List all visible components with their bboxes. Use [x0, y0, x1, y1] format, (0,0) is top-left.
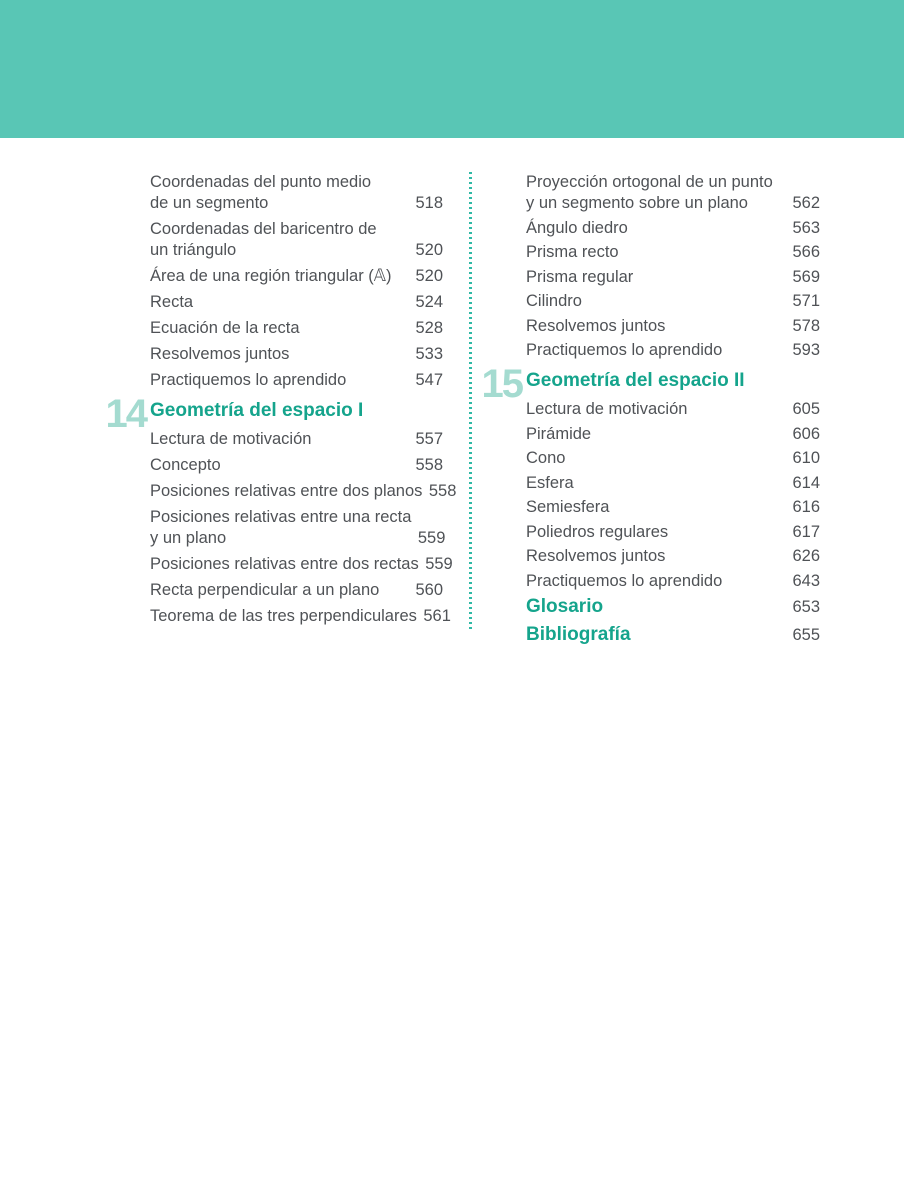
toc-entry-label-line: Posiciones relativas entre una recta — [150, 508, 412, 526]
toc-entry-label-line: Lectura de motivación — [526, 400, 688, 418]
toc-entry-label-line: y un plano — [150, 529, 227, 547]
toc-entry-label — [150, 481, 422, 502]
toc-entry-label-line: Área de una región triangular (𝔸) — [150, 267, 392, 285]
toc-page-number: 655 — [792, 625, 820, 644]
toc-row — [150, 292, 443, 313]
toc-page-number: 563 — [792, 218, 820, 237]
toc-entry-label — [150, 344, 409, 365]
toc-row — [150, 370, 443, 391]
toc-page-number: 571 — [792, 292, 820, 310]
toc-entry-label — [526, 291, 786, 312]
toc-page-number: 610 — [792, 449, 820, 467]
toc-page-number: 558 — [415, 456, 443, 474]
toc-entry-label-line: Resolvemos juntos — [526, 316, 666, 335]
toc-entry-label-line: Practiquemos lo aprendido — [526, 341, 723, 359]
toc-page-number: 557 — [415, 430, 443, 448]
toc-entry-label-line: Ecuación de la recta — [150, 319, 300, 337]
toc-page-number: 520 — [415, 241, 443, 259]
toc-row — [526, 172, 820, 214]
toc-entry-label — [150, 370, 409, 391]
toc-page-number: 617 — [792, 522, 820, 541]
toc-entry-label — [526, 267, 786, 288]
toc-entry-label — [526, 172, 786, 214]
toc-entry-label-line: Cilindro — [526, 292, 582, 310]
chapter-number: 15 — [481, 362, 522, 406]
toc-entry-label-line: Resolvemos juntos — [150, 345, 290, 363]
toc-entry-label-line: Glosario — [526, 596, 604, 617]
toc-page-number: 520 — [415, 267, 443, 285]
toc-page-number: 562 — [792, 194, 820, 212]
toc-entry-label — [526, 448, 786, 469]
toc-entry-label — [150, 219, 409, 261]
toc-column-left — [105, 172, 457, 632]
toc-row — [150, 606, 451, 627]
toc-page-number: 560 — [415, 581, 443, 599]
toc-page-number: 653 — [792, 598, 820, 616]
toc-row — [526, 497, 820, 518]
toc-row — [526, 316, 820, 337]
toc-page-number: 616 — [792, 498, 820, 516]
toc-entry-label — [150, 606, 417, 627]
toc-row — [150, 455, 443, 476]
toc-entry-label — [150, 172, 409, 214]
toc-entry-label-line: Posiciones relativas entre dos planos — [150, 482, 423, 500]
toc-page-number: 558 — [428, 482, 457, 500]
toc-entry-label-line: de un segmento — [150, 194, 269, 212]
toc-page-number: 533 — [415, 345, 443, 363]
toc-row — [526, 571, 820, 592]
toc-entry-label — [526, 340, 786, 361]
toc-entry-label-line: Pirámide — [526, 424, 592, 443]
toc-entry-label — [526, 497, 786, 518]
toc-page-number: 566 — [792, 243, 820, 261]
toc-entry-label — [526, 595, 786, 619]
toc-row — [150, 507, 446, 549]
toc-row — [526, 399, 820, 420]
toc-entry-label — [150, 580, 409, 601]
toc-entry-label — [150, 554, 419, 575]
toc-entry-label — [526, 546, 786, 567]
toc-row — [526, 340, 820, 361]
toc-entry-label-line: Bibliografía — [526, 623, 631, 645]
toc-row — [150, 580, 443, 601]
toc-entry-label-line: Coordenadas del baricentro de — [150, 220, 377, 238]
toc-entry-label-line: Posiciones relativas entre dos rectas — [150, 555, 419, 573]
chapter-number: 14 — [105, 392, 146, 436]
toc-page-number: 561 — [423, 607, 451, 625]
toc-row — [150, 481, 457, 502]
toc-row — [526, 473, 820, 494]
toc-row — [526, 291, 820, 312]
toc-page-number: 547 — [415, 371, 443, 389]
toc-entry-label-line: Esfera — [526, 473, 574, 492]
toc-entry-label-line: Resolvemos juntos — [526, 547, 666, 565]
toc-entry-label-line: Coordenadas del punto medio — [150, 173, 372, 191]
toc-entry-label-line: Concepto — [150, 456, 221, 474]
toc-entry-label — [526, 399, 786, 420]
chapter-title: Geometría del espacio I — [150, 400, 364, 421]
toc-entry-label — [150, 507, 411, 549]
column-divider-dotted-line — [469, 172, 472, 632]
toc-entry-label — [526, 242, 786, 263]
toc-row — [150, 554, 453, 575]
toc-entry-label — [526, 571, 786, 592]
toc-row — [526, 218, 820, 239]
toc-row — [526, 242, 820, 263]
toc-entry-label — [526, 623, 786, 647]
toc-entry-label — [526, 473, 786, 494]
toc-page-number: 524 — [415, 293, 443, 311]
toc-row — [526, 546, 820, 567]
toc-row — [150, 344, 443, 365]
toc-entry-label-line: y un segmento sobre un plano — [526, 194, 748, 212]
chapter-title: Geometría del espacio II — [526, 370, 745, 391]
toc-entry-label — [526, 424, 786, 445]
toc-entry-label — [150, 292, 409, 313]
chapter-heading — [481, 362, 820, 406]
toc-page-number: 593 — [792, 341, 820, 359]
toc-entry-label-line: Practiquemos lo aprendido — [526, 571, 723, 590]
toc-page-number: 559 — [417, 529, 446, 547]
toc-entry-label-line: Teorema de las tres perpendiculares — [150, 607, 417, 625]
toc-entry-label-line: Poliedros regulares — [526, 522, 669, 541]
toc-entry-label-line: Prisma regular — [526, 267, 634, 286]
toc-page-number: 528 — [415, 319, 443, 337]
toc-row — [150, 318, 443, 339]
toc-page-number: 626 — [792, 547, 820, 565]
toc-entry-label-line: Recta — [150, 293, 194, 311]
toc-page-number: 518 — [415, 194, 443, 212]
toc-entry-label — [526, 522, 786, 543]
toc-row — [526, 424, 820, 445]
toc-entry-label-line: Practiquemos lo aprendido — [150, 371, 347, 389]
toc-row — [526, 267, 820, 288]
toc-entry-label-line: un triángulo — [150, 241, 237, 259]
toc-column-right — [481, 172, 820, 650]
toc-special-row — [526, 623, 820, 647]
toc-entry-label-line: Lectura de motivación — [150, 430, 312, 448]
toc-page-number: 643 — [792, 571, 820, 590]
toc-page-number: 614 — [792, 473, 820, 492]
toc-entry-label — [150, 429, 409, 450]
toc-page-number: 606 — [792, 424, 820, 443]
toc-row — [150, 429, 443, 450]
header-band — [0, 0, 904, 138]
toc-entry-label — [526, 316, 786, 337]
toc-row — [526, 522, 820, 543]
toc-row — [150, 172, 443, 214]
chapter-heading — [105, 392, 443, 436]
toc-entry-label-line: Proyección ortogonal de un punto — [526, 173, 773, 191]
toc-entry-label-line: Recta perpendicular a un plano — [150, 581, 380, 599]
toc-page-number: 569 — [792, 267, 820, 286]
toc-entry-label-line: Cono — [526, 449, 566, 467]
toc-page-number: 578 — [792, 316, 820, 335]
toc-entry-label-line: Prisma recto — [526, 243, 619, 261]
toc-special-row — [526, 595, 820, 619]
toc-entry-label — [150, 318, 409, 339]
toc-entry-label-line: Semiesfera — [526, 498, 610, 516]
toc-page-number: 605 — [792, 400, 820, 418]
toc-row — [150, 219, 443, 261]
toc-entry-label — [526, 218, 786, 239]
toc-entry-label — [150, 266, 409, 287]
toc-entry-label-line: Ángulo diedro — [526, 218, 628, 237]
toc-entry-label — [150, 455, 409, 476]
toc-page-number: 559 — [425, 555, 453, 573]
toc-row — [526, 448, 820, 469]
toc-row — [150, 266, 443, 287]
